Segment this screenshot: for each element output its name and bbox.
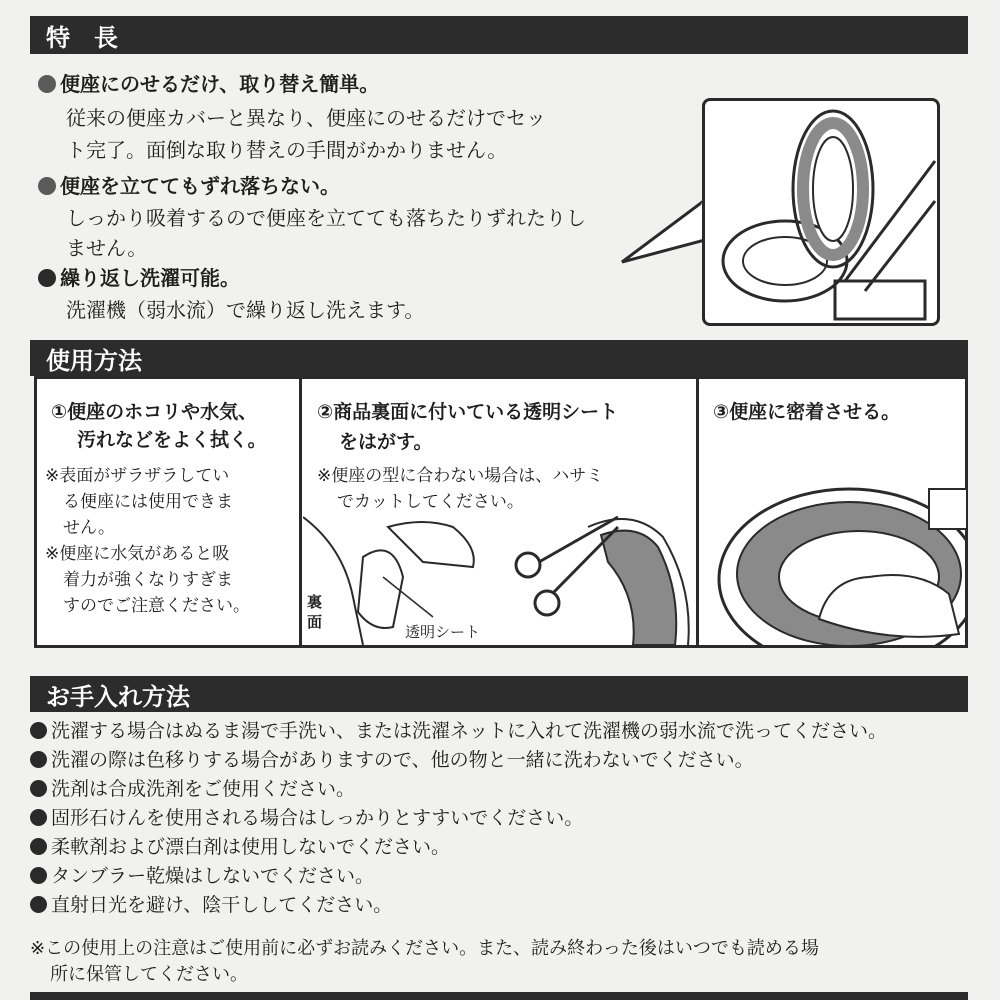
feature-1-title-text: 便座にのせるだけ、取り替え簡単。 — [60, 72, 380, 96]
bullet-icon — [30, 722, 47, 739]
step-1-title-line-1: ①便座のホコリや水気、 — [51, 401, 258, 423]
step-2-note-line-1: ※便座の型に合わない場合は、ハサミ — [317, 466, 604, 486]
care-header-text: お手入れ方法 — [46, 682, 190, 711]
bullet-icon — [30, 780, 47, 797]
footer-note-line-1: ※この使用上の注意はご使用前に必ずお読みください。また、読み終わった後はいつでも読める場 — [30, 938, 819, 959]
callout-pointer — [620, 200, 710, 270]
step-1-note-line-4: ※便座に水気があると吸 — [45, 544, 230, 564]
care-item-6 — [30, 861, 374, 888]
next-section-band — [30, 992, 968, 1000]
feature-2-title-text: 便座を立ててもずれ落ちない。 — [60, 174, 340, 198]
care-item-5-text: 柔軟剤および漂白剤は使用しないでください。 — [51, 836, 451, 858]
label-transparent-sheet: 透明シート — [405, 623, 481, 641]
step-1-note-line-2: る便座には使用できま — [63, 492, 233, 512]
care-header — [30, 676, 968, 712]
step-2-title-line-2: をはがす。 — [339, 431, 433, 453]
care-item-7 — [30, 890, 392, 917]
label-back-1: 裏 — [307, 593, 323, 611]
care-item-6-text: タンブラー乾燥はしないでください。 — [51, 865, 375, 887]
bullet-icon — [30, 751, 47, 768]
usage-header — [30, 340, 968, 376]
bullet-icon — [30, 867, 47, 884]
step-3-title: ③便座に密着させる。 — [713, 401, 901, 423]
feature-3-title-text: 繰り返し洗濯可能。 — [60, 266, 240, 290]
bullet-icon — [38, 177, 56, 195]
feature-1-line-1: 従来の便座カバーと異なり、便座にのせるだけでセッ — [66, 106, 546, 130]
care-item-3 — [30, 774, 355, 801]
toilet-seat-raised-illustration — [702, 98, 940, 326]
care-item-5 — [30, 832, 450, 859]
care-item-1 — [30, 716, 887, 743]
attach-seat-illustration — [699, 459, 967, 647]
feature-3-line-1: 洗濯機（弱水流）で繰り返し洗えます。 — [66, 298, 425, 322]
care-item-4-text: 固形石けんを使用される場合はしっかりとすすいでください。 — [51, 807, 584, 829]
feature-1-line-2: ト完了。面倒な取り替えの手間がかかりません。 — [66, 138, 508, 162]
step-1-note-line-5: 着力が強くなりすぎま — [63, 570, 233, 590]
care-item-2-text: 洗濯の際は色移りする場合がありますので、他の物と一緒に洗わないでください。 — [51, 749, 754, 771]
step-2-title-line-1: ②商品裏面に付いている透明シート — [317, 401, 619, 423]
step-2-note-line-2: でカットしてください。 — [337, 492, 524, 512]
step-1-note-line-1: ※表面がザラザラしてい — [45, 466, 230, 486]
bullet-icon — [38, 75, 56, 93]
bullet-icon — [30, 896, 47, 913]
feature-1-title — [38, 68, 379, 97]
label-back-2: 面 — [307, 613, 323, 631]
peel-sheet-illustration — [303, 507, 693, 645]
bullet-icon — [38, 269, 56, 287]
care-item-3-text: 洗剤は合成洗剤をご使用ください。 — [51, 778, 356, 800]
feature-2-title — [38, 170, 340, 199]
bullet-icon — [30, 809, 47, 826]
features-header — [30, 16, 968, 54]
bullet-icon — [30, 838, 47, 855]
step-1-title-line-2: 汚れなどをよく拭く。 — [77, 429, 267, 451]
care-item-1-text: 洗濯する場合はぬるま湯で手洗い、または洗濯ネットに入れて洗濯機の弱水流で洗ってください。 — [51, 720, 888, 742]
usage-steps — [34, 376, 968, 648]
usage-header-text: 使用方法 — [46, 346, 142, 375]
care-item-4 — [30, 803, 583, 830]
step-1-note-line-6: すのでご注意ください。 — [63, 596, 250, 616]
step-1-note-line-3: せん。 — [63, 518, 116, 538]
care-item-7-text: 直射日光を避け、陰干ししてください。 — [51, 894, 393, 916]
feature-2-line-1: しっかり吸着するので便座を立てても落ちたりずれたりし — [66, 206, 586, 230]
feature-3-title — [38, 262, 240, 291]
care-item-2 — [30, 745, 754, 772]
footer-note-line-2: 所に保管してください。 — [50, 964, 248, 985]
feature-2-line-2: ません。 — [66, 236, 148, 260]
step-divider — [299, 379, 302, 645]
raised-seat-drawing — [705, 101, 937, 323]
features-header-text: 特 長 — [46, 23, 118, 52]
